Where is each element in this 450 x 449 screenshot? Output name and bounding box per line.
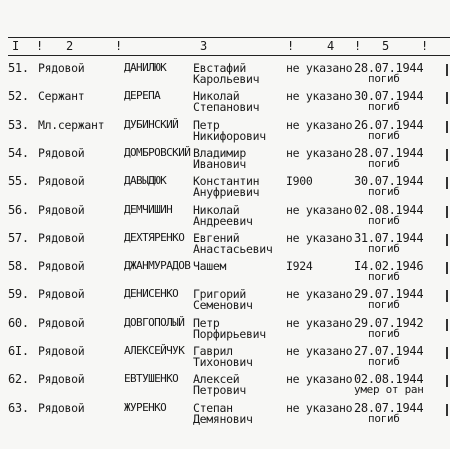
first-name-cell: Алексей	[193, 372, 240, 387]
fate-cell: погиб	[368, 156, 400, 170]
birth-year-cell: не указано	[286, 230, 353, 245]
page-edge-mark	[446, 92, 450, 104]
header-sep: !	[115, 39, 123, 53]
date-cell: 30.07.1944	[354, 89, 424, 104]
header-col-4: 4	[327, 39, 335, 53]
surname-cell: ДЖАНМУРАДОВ	[124, 259, 191, 273]
rank-cell: Рядовой	[38, 315, 85, 330]
first-name-cell: Евгений	[193, 230, 240, 245]
fate-cell: погиб	[368, 270, 400, 284]
date-cell: 26.07.1944	[354, 117, 424, 132]
rank-cell: Рядовой	[38, 230, 85, 245]
page-edge-mark	[446, 375, 450, 387]
patronymic-cell: Карольевич	[193, 72, 260, 86]
row-number: 57.	[8, 230, 29, 245]
row-number: 56.	[8, 202, 29, 217]
patronymic-cell: Анастасьевич	[193, 241, 273, 256]
surname-cell: ДЕРЕПА	[124, 89, 161, 103]
fate-cell: погиб	[368, 213, 400, 227]
first-name-cell: Константин	[193, 174, 260, 189]
birth-year-cell: не указано	[286, 315, 353, 330]
surname-cell: ДУБИНСКИЙ	[124, 117, 179, 131]
fate-cell: погиб	[368, 185, 400, 199]
fate-cell: погиб	[368, 100, 400, 114]
row-number: 60.	[8, 315, 29, 330]
date-cell: 02.08.1944	[354, 372, 424, 387]
page-edge-mark	[446, 149, 450, 161]
header-sep: !	[36, 39, 44, 53]
surname-cell: ДЕНИСЕНКО	[124, 287, 179, 301]
patronymic-cell: Никифорович	[193, 128, 266, 143]
row-number: 63.	[8, 400, 29, 415]
page-edge-mark	[446, 121, 450, 133]
surname-cell: ДОВГОПОЛЫЙ	[124, 315, 185, 329]
rank-cell: Рядовой	[38, 202, 85, 217]
header-bottom-rule	[8, 55, 450, 56]
header-col-1: I	[12, 39, 20, 53]
patronymic-cell: Тихонович	[193, 355, 253, 369]
surname-cell: ДАНИЛЮК	[124, 61, 167, 74]
date-cell: 28.07.1944	[354, 145, 424, 160]
row-number: 55.	[8, 174, 29, 189]
table-row	[0, 117, 450, 145]
birth-year-cell: не указано	[286, 61, 353, 75]
page-edge-mark	[446, 347, 450, 359]
surname-cell: ЖУРЕНКО	[124, 400, 167, 414]
date-cell: 27.07.1944	[354, 344, 424, 358]
rank-cell: Рядовой	[38, 259, 85, 274]
header-col-2: 2	[66, 39, 74, 53]
table-row	[0, 400, 450, 428]
birth-year-cell: не указано	[286, 117, 353, 132]
row-number: 51.	[8, 61, 29, 75]
table-row	[0, 286, 450, 314]
table-row	[0, 258, 450, 286]
page-edge-mark	[446, 64, 450, 76]
row-number: 54.	[8, 145, 29, 160]
first-name-cell: Петр	[193, 315, 220, 330]
page-edge-mark	[446, 319, 450, 331]
first-name-cell: Гаврил	[193, 344, 233, 358]
fate-cell: погиб	[368, 326, 400, 340]
table-row	[0, 371, 450, 399]
row-number: 6I.	[8, 344, 29, 358]
first-name-cell: Николай	[193, 202, 240, 217]
page-edge-mark	[446, 404, 450, 416]
patronymic-cell: Порфирьевич	[193, 326, 266, 341]
page-edge-mark	[446, 206, 450, 218]
table-row	[0, 343, 450, 371]
header-top-rule	[8, 37, 450, 38]
patronymic-cell: Петрович	[193, 383, 246, 398]
first-name-cell: Степан	[193, 400, 233, 415]
surname-cell: АЛЕКСЕЙЧУК	[124, 344, 185, 357]
rank-cell: Рядовой	[38, 174, 85, 189]
table-row	[0, 145, 450, 173]
rank-cell: Рядовой	[38, 400, 85, 415]
birth-year-cell: не указано	[286, 372, 353, 387]
fate-cell: погиб	[368, 355, 400, 368]
page-edge-mark	[446, 290, 450, 302]
birth-year-cell: не указано	[286, 400, 353, 415]
table-row	[0, 230, 450, 258]
rank-cell: Рядовой	[38, 145, 85, 160]
birth-year-cell: не указано	[286, 287, 353, 302]
fate-cell: погиб	[368, 298, 400, 312]
date-cell: 29.07.1944	[354, 287, 424, 302]
first-name-cell: Владимир	[193, 145, 246, 160]
fate-cell: погиб	[368, 128, 400, 142]
rank-cell: Сержант	[38, 89, 85, 104]
page-edge-mark	[446, 177, 450, 189]
fate-cell: погиб	[368, 411, 400, 425]
header-sep: !	[354, 39, 362, 53]
date-cell: 28.07.1944	[354, 400, 424, 415]
surname-cell: ДЕХТЯРЕНКО	[124, 230, 185, 244]
table-row	[0, 88, 450, 116]
first-name-cell: Евстафий	[193, 61, 246, 75]
first-name-cell: Чашем	[193, 259, 227, 274]
rank-cell: Рядовой	[38, 61, 85, 75]
birth-year-cell: не указано	[286, 145, 353, 160]
page-edge-mark	[446, 234, 450, 246]
page-edge-mark	[446, 262, 450, 274]
birth-year-cell: не указано	[286, 344, 353, 358]
surname-cell: ДЕМЧИШИН	[124, 202, 173, 216]
patronymic-cell: Иванович	[193, 156, 246, 171]
row-number: 62.	[8, 372, 29, 387]
table-row	[0, 202, 450, 230]
date-cell: 30.07.1944	[354, 174, 424, 189]
surname-cell: ЕВТУШЕНКО	[124, 372, 179, 386]
patronymic-cell: Андреевич	[193, 213, 253, 228]
header-col-3: 3	[200, 39, 208, 53]
first-name-cell: Григорий	[193, 287, 246, 302]
fate-cell: погиб	[368, 72, 400, 85]
date-cell: 31.07.1944	[354, 230, 424, 245]
birth-year-cell: не указано	[286, 89, 353, 104]
first-name-cell: Николай	[193, 89, 240, 104]
date-cell: 29.07.1942	[354, 315, 424, 330]
patronymic-cell: Ануфриевич	[193, 185, 260, 200]
rank-cell: Рядовой	[38, 287, 85, 302]
date-cell: 28.07.1944	[354, 61, 424, 75]
header-sep: !	[287, 39, 295, 53]
surname-cell: ДАВЫДЮК	[124, 174, 167, 188]
table-header	[0, 39, 450, 55]
rank-cell: Рядовой	[38, 344, 85, 358]
patronymic-cell: Степанович	[193, 100, 260, 115]
row-number: 53.	[8, 117, 29, 132]
rank-cell: Мл.сержант	[38, 117, 105, 132]
fate-cell: умер от ран	[354, 383, 424, 397]
birth-year-cell: I924	[286, 259, 313, 274]
header-col-5: 5	[382, 39, 390, 53]
table-row	[0, 173, 450, 201]
table-row	[0, 60, 450, 88]
date-cell: I4.02.1946	[354, 259, 424, 274]
fate-cell: погиб	[368, 241, 400, 255]
patronymic-cell: Демянович	[193, 411, 253, 426]
header-sep: !	[421, 39, 429, 53]
surname-cell: ДОМБРОВСКИЙ	[124, 145, 191, 159]
rank-cell: Рядовой	[38, 372, 85, 387]
birth-year-cell: не указано	[286, 202, 353, 217]
row-number: 52.	[8, 89, 29, 104]
table-row	[0, 315, 450, 343]
birth-year-cell: I900	[286, 174, 313, 189]
row-number: 58.	[8, 259, 29, 274]
patronymic-cell: Семенович	[193, 298, 253, 313]
first-name-cell: Петр	[193, 117, 220, 132]
row-number: 59.	[8, 287, 29, 302]
date-cell: 02.08.1944	[354, 202, 424, 217]
